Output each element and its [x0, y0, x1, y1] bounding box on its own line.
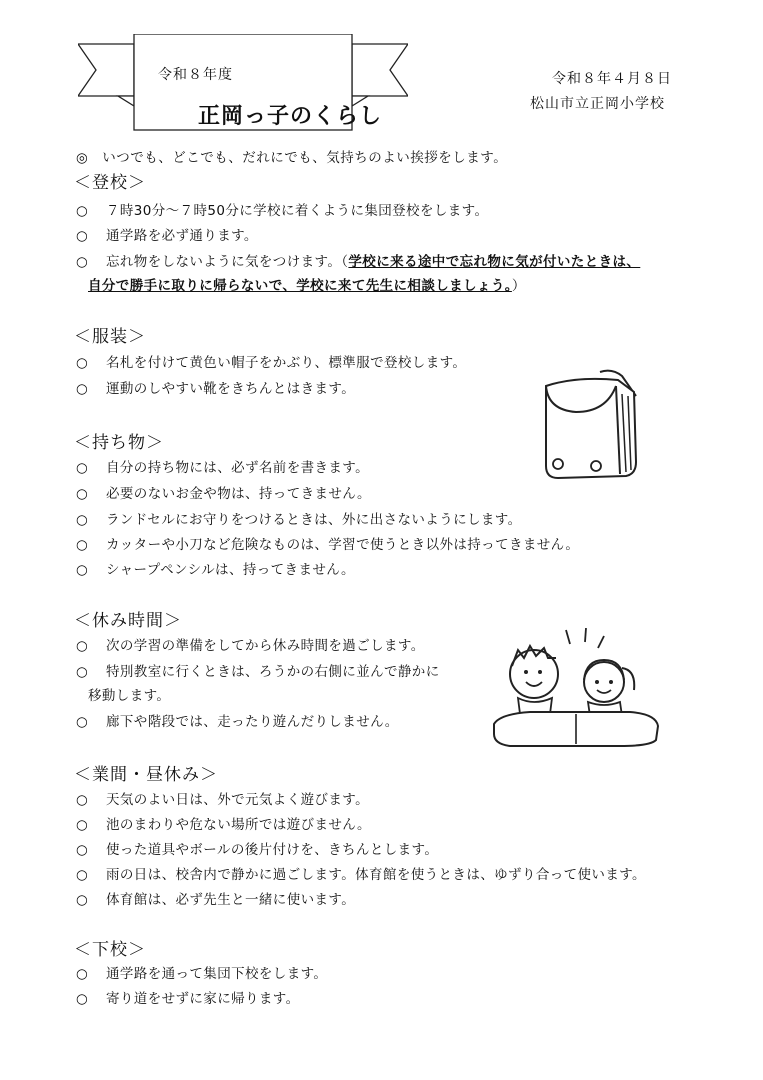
list-item: ○ 池のまわりや危ない場所では遊びません。: [76, 817, 371, 833]
list-item: ○ 必要のないお金や物は、持ってきません。: [76, 486, 371, 502]
note-forgotten-items: 学校に来る途中で忘れ物に気が付いたときは、: [348, 254, 641, 270]
children-illustration-icon: [490, 628, 662, 750]
list-item: ○ 名札を付けて黄色い帽子をかぶり、標準服で登校します。: [76, 355, 467, 371]
backpack-icon: [536, 366, 648, 484]
bullet-circle: ○: [76, 966, 89, 982]
list-item: ○ 次の学習の準備をしてから休み時間を過ごします。: [76, 638, 425, 654]
page-title: 正岡っ子のくらし: [198, 104, 383, 129]
bullet-circle: ○: [76, 537, 89, 553]
bullet-circle: ○: [76, 562, 89, 578]
bullet-circle: ○: [76, 792, 89, 808]
bullet-circle: ○: [76, 991, 89, 1007]
list-item: ○ 通学路を通って集団下校をします。: [76, 966, 328, 982]
section-heading-gyoukan: ＜業間・昼休み＞: [74, 765, 218, 785]
list-item-continuation: 移動します。: [88, 688, 171, 704]
bullet-circle: ○: [76, 381, 89, 397]
list-item: ○ 体育館は、必ず先生と一緒に使います。: [76, 892, 356, 908]
list-item: ○ カッターや小刀など危険なものは、学習で使うとき以外は持ってきません。: [76, 537, 580, 553]
section-heading-yasumi: ＜休み時間＞: [74, 611, 182, 631]
list-item: ○ 雨の日は、校舎内で静かに過ごします。体育館を使うときは、ゆずり合って使います。: [76, 867, 646, 883]
bullet-circle: ○: [76, 228, 89, 244]
bullet-circle: ○: [76, 203, 89, 219]
bullet-circle: ○: [76, 892, 89, 908]
list-item-continuation: 自分で勝手に取りに帰らないで、学校に来て先生に相談しましょう。）: [88, 278, 526, 294]
section-heading-tokou: ＜登校＞: [74, 173, 146, 193]
list-item: ○ 自分の持ち物には、必ず名前を書きます。: [76, 460, 370, 476]
bullet-circle: ○: [76, 714, 89, 730]
bullet-circle: ○: [76, 842, 89, 858]
section-heading-gekou: ＜下校＞: [74, 940, 146, 960]
list-item: ○ 運動のしやすい靴をきちんとはきます。: [76, 381, 356, 397]
list-item: ○ ７時30分～７時50分に学校に着くように集団登校をします。: [76, 203, 489, 219]
list-item: ○ 通学路を必ず通ります。: [76, 228, 258, 244]
list-item: ○ 忘れ物をしないように気をつけます。（学校に来る途中で忘れ物に気が付いたときは、: [76, 254, 641, 270]
bullet-circle: ○: [76, 254, 89, 270]
list-item: ○ 天気のよい日は、外で元気よく遊びます。: [76, 792, 370, 808]
bullet-circle: ○: [76, 664, 89, 680]
section-heading-mochimono: ＜持ち物＞: [74, 433, 164, 453]
bullet-circle: ○: [76, 355, 89, 371]
bullet-circle: ○: [76, 638, 89, 654]
bullet-circle: ○: [76, 817, 89, 833]
issue-date: 令和８年４月８日: [552, 71, 672, 87]
bullet-circle: ○: [76, 460, 89, 476]
section-heading-fukusou: ＜服装＞: [74, 327, 146, 347]
bullet-circle: ○: [76, 512, 89, 528]
bullet-circle: ○: [76, 486, 89, 502]
bullet-circle: ○: [76, 867, 89, 883]
school-name: 松山市立正岡小学校: [530, 96, 665, 112]
list-item: ○ 使った道具やボールの後片付けを、きちんとします。: [76, 842, 439, 858]
list-item: ○ ランドセルにお守りをつけるときは、外に出さないようにします。: [76, 512, 522, 528]
list-item: ○ シャープペンシルは、持ってきません。: [76, 562, 355, 578]
year-label: 令和８年度: [158, 67, 233, 83]
list-item: ○ 廊下や階段では、走ったり遊んだりしません。: [76, 714, 399, 730]
list-item: ○ 特別教室に行くときは、ろうかの右側に並んで静かに: [76, 664, 440, 680]
list-item: ○ 寄り道をせずに家に帰ります。: [76, 991, 300, 1007]
intro-line: ◎ いつでも、どこでも、だれにでも、気持ちのよい挨拶をします。: [76, 150, 508, 166]
